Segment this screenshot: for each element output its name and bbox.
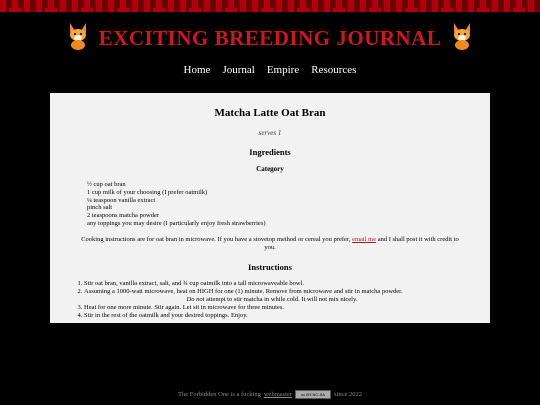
step-text: Assuming a 1000-watt microwave, heat on HIGH for one (1) minute. Remove from microwave and stir in matcha powder. xyxy=(84,287,403,295)
site-header xyxy=(0,14,540,58)
nav-resources-link[interactable]: Resources xyxy=(311,64,357,76)
list-item xyxy=(84,304,460,312)
nav-home-link[interactable]: Home xyxy=(183,64,211,76)
main-nav xyxy=(0,64,540,76)
recipe-panel xyxy=(50,93,490,323)
ingredients-heading: Ingredients xyxy=(249,147,291,157)
list-item: 1 cup milk of your choosing (I prefer oatmilk) xyxy=(87,188,208,196)
category-heading: Category xyxy=(256,165,284,173)
list-item xyxy=(84,280,460,288)
list-item: any toppings you may desire (I particularly enjoy fresh strawberries) xyxy=(87,219,266,227)
step-subnote-text: attempt to stir matcha in while cold. It will not mix nicely. xyxy=(204,295,358,303)
site-title: EXCITING BREEDING JOURNAL xyxy=(98,25,442,50)
cooking-note xyxy=(80,236,460,252)
fox-icon xyxy=(67,21,89,51)
license-badge[interactable]: cc BY-NC-SA xyxy=(295,390,331,399)
step-text: Stir in the rest of the oatmilk and your desired toppings. Enjoy. xyxy=(84,311,248,319)
list-item xyxy=(84,288,460,304)
webmaster-link[interactable]: webmaster xyxy=(263,391,293,398)
email-link[interactable]: email me xyxy=(352,235,377,243)
ingredients-list xyxy=(87,181,490,228)
step-text: Stir oat bran, vanilla extract, salt, and ¾ cup oatmilk into a tall microwaveable bowl. xyxy=(84,279,305,287)
list-item: pinch salt xyxy=(87,204,113,212)
step-text: Heat for one more minute. Stir again. Let sit in microwave for three minutes. xyxy=(84,303,284,311)
recipe-title: Matcha Latte Oat Bran xyxy=(214,107,326,119)
nav-journal-link[interactable]: Journal xyxy=(222,64,255,76)
footer-text: The Forbidden One is a fucking xyxy=(178,391,261,398)
step-subnote xyxy=(84,296,460,304)
servings-text: serves 1 xyxy=(258,129,282,137)
nav-empire-link[interactable]: Empire xyxy=(266,64,300,76)
note-text: and I shall post it with credit to you. xyxy=(264,235,459,251)
instructions-list xyxy=(50,280,490,320)
footer-text: since 2022 xyxy=(334,391,362,398)
instructions-heading: Instructions xyxy=(248,261,292,272)
site-footer xyxy=(0,390,540,399)
step-emphasis: Do not xyxy=(186,295,205,303)
fox-icon xyxy=(451,21,473,51)
note-text: Cooking instructions are for oat bran in microwave. If you have a stovetop method or cereal you prefer, xyxy=(81,235,353,243)
decorative-top-border xyxy=(0,0,540,12)
list-item: ¼ teaspoon vanilla extract xyxy=(87,196,156,204)
list-item xyxy=(84,312,460,320)
list-item: 2 teaspoons matcha powder xyxy=(87,212,160,220)
list-item: ½ cup oat bran xyxy=(87,181,126,188)
